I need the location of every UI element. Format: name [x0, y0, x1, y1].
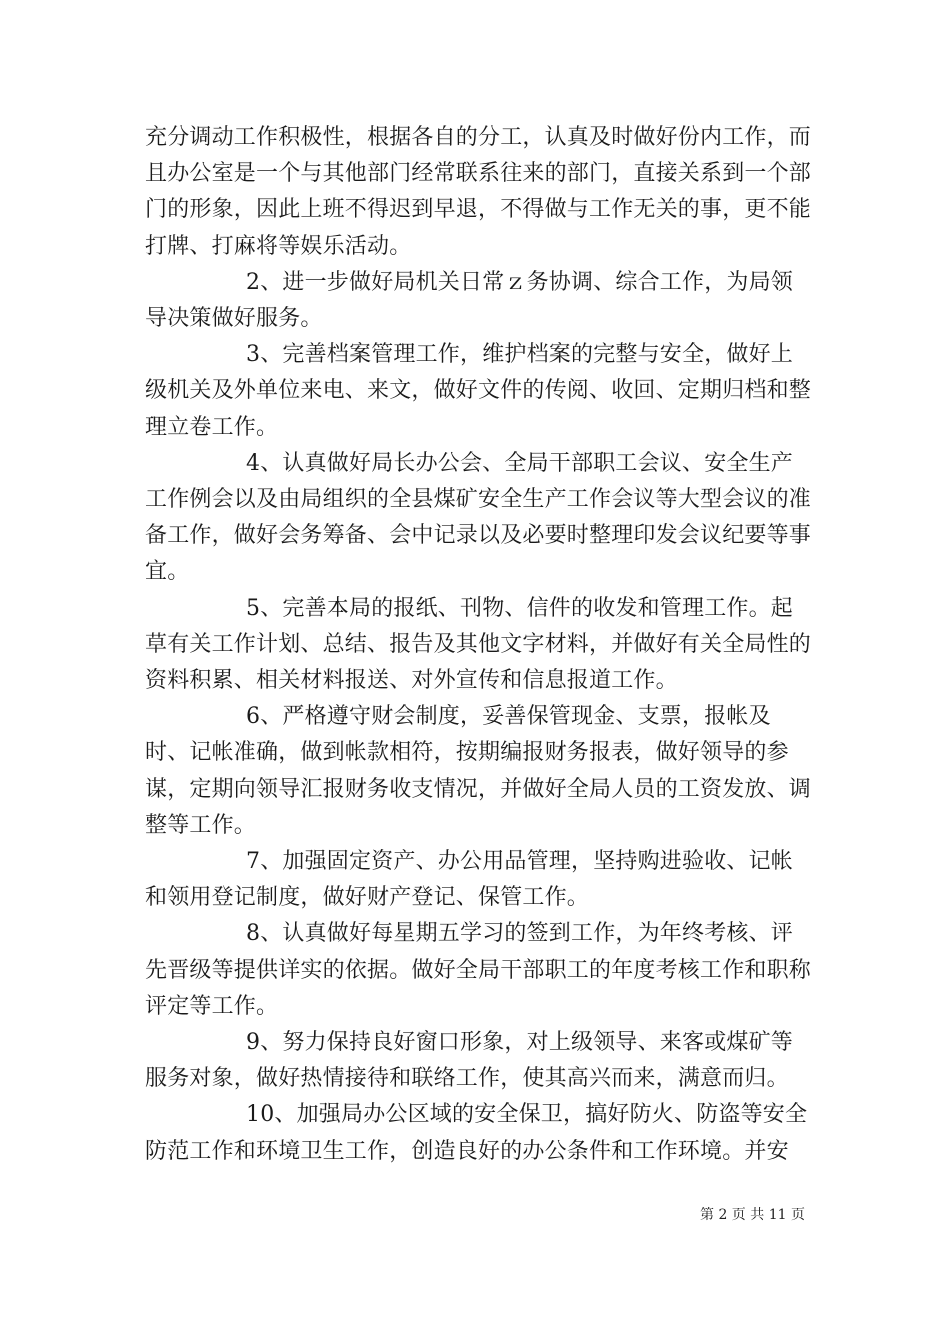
paragraph-6: 6、严格遵守财会制度，妥善保管现金、支票，报帐及时、记帐准确，做到帐款相符，按期编报财务报表，做好领导的参谋，定期向领导汇报财务收支情况，并做好全局人员的工资发放、调整等工作。	[145, 704, 812, 838]
paragraph-7: 7、加强固定资产、办公用品管理，坚持购进验收、记帐和领用登记制度，做好财产登记、保管工作。	[145, 849, 793, 911]
paragraph-1: 充分调动工作积极性，根据各自的分工，认真及时做好份内工作，而且办公室是一个与其他部门经常联系往来的部门，直接关系到一个部门的形象，因此上班不得迟到早退，不得做与工作无关的事，更不能打牌、打麻将等娱乐活动。	[145, 125, 812, 259]
paragraph-2: 2、进一步做好局机关日常ｚ务协调、综合工作，为局领导决策做好服务。	[145, 269, 793, 332]
paragraph-9: 9、努力保持良好窗口形象，对上级领导、来客或煤矿等服务对象，做好热情接待和联络工作，使其高兴而来，满意而归。	[145, 1030, 793, 1092]
document-body	[145, 120, 813, 1170]
paragraph-5: 5、完善本局的报纸、刊物、信件的收发和管理工作。起草有关工作计划、总结、报告及其他文字材料，并做好有关全局性的资料积累、相关材料报送、对外宣传和信息报道工作。	[145, 595, 812, 694]
page-number-footer: 第 2 页 共 11 页	[700, 1207, 805, 1223]
paragraph-3: 3、完善档案管理工作，维护档案的完整与安全，做好上级机关及外单位来电、来文，做好文件的传阅、收回、定期归档和整理立卷工作。	[145, 342, 812, 440]
paragraph-10: 10、加强局办公区域的安全保卫，搞好防火、防盗等安全防范工作和环境卫生工作，创造良好的办公条件和工作环境。并安	[145, 1102, 808, 1164]
paragraph-4: 4、认真做好局长办公会、全局干部职工会议、安全生产工作例会以及由局组织的全县煤矿安全生产工作会议等大型会议的准备工作，做好会务筹备、会中记录以及必要时整理印发会议纪要等事宜。	[145, 450, 812, 585]
paragraph-8: 8、认真做好每星期五学习的签到工作，为年终考核、评先晋级等提供详实的依据。做好全局干部职工的年度考核工作和职称评定等工作。	[145, 921, 812, 1019]
